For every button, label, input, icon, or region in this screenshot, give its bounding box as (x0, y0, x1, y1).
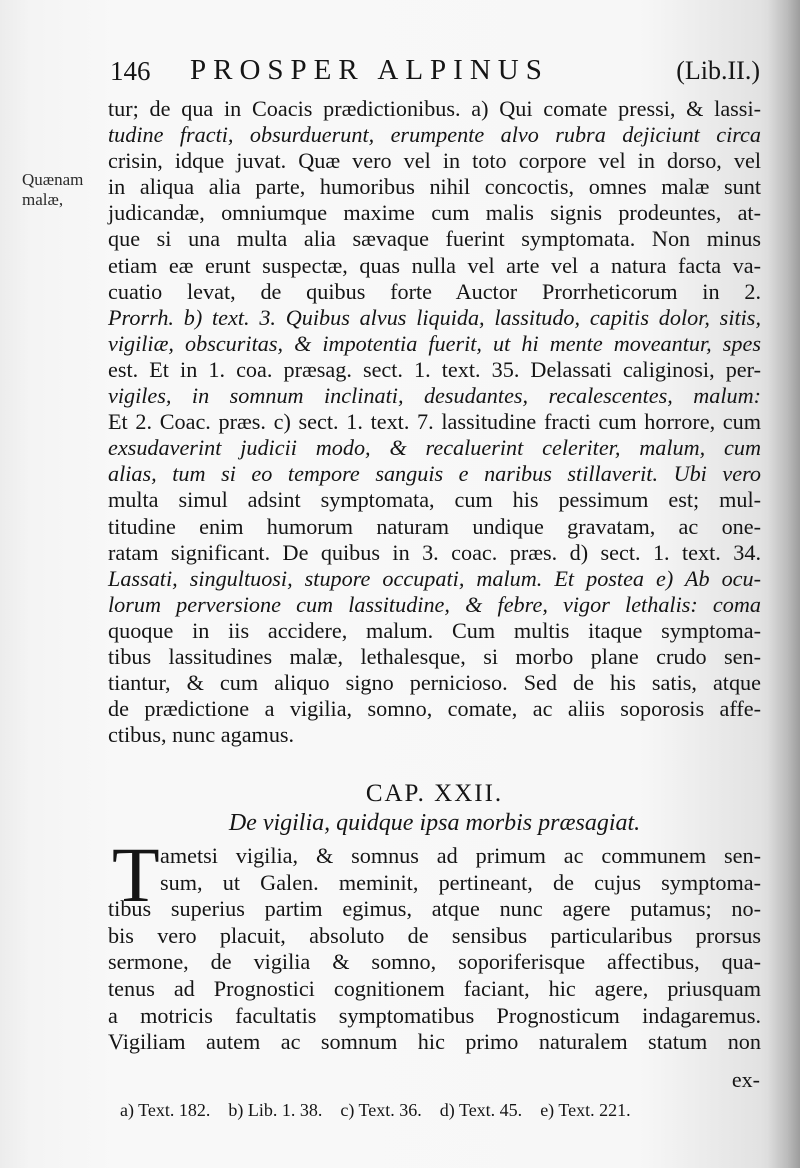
margin-note-line: malæ, (22, 190, 64, 209)
text-line: lorum perversione cum lassitudine, & febre, vigor lethalis: coma (108, 591, 761, 617)
page-number: 146 (110, 56, 151, 86)
text-line: exsudaverint judicii modo, & recaluerint celeriter, malum, cum (108, 435, 761, 461)
text-line: ratam significant. De quibus in 3. coac. præs. d) sect. 1. text. 34. (108, 539, 761, 565)
text-line: tiantur, & cum aliquo signo pernicioso. Sed de his satis, atque (108, 670, 761, 696)
footnote: c) Text. 36. (340, 1100, 422, 1120)
text-line: multa simul adsint symptomata, cum his pessimum est; mul- (108, 487, 761, 513)
text-line: ctibus, nunc agamus. (108, 722, 295, 748)
book-reference: (Lib.II.) (676, 56, 760, 85)
text-line: tur; de qua in Coacis prædictionibus. a) Qui comate pressi, & lassi- (108, 96, 761, 121)
text-line: Lassati, singultuosi, stupore occupati, malum. Et postea e) Ab ocu- (108, 565, 761, 591)
footnote: a) Text. 182. (120, 1100, 211, 1120)
text-line: judicandæ, omniumque maxime cum malis signis prodeuntes, at- (108, 200, 761, 226)
text-line: etiam eæ erunt suspectæ, quas nulla vel arte vel a natura facta va- (108, 252, 761, 278)
text-line: sermone, de vigilia & somno, soporiferisque affectibus, qua- (108, 949, 761, 975)
footnotes (120, 1100, 760, 1121)
text-line: alias, tum si eo tempore sanguis e naribus stillaverit. Ubi vero (108, 461, 761, 487)
footnote: b) Lib. 1. 38. (228, 1100, 323, 1120)
text-line: tibus superius partim egimus, atque nunc agere putamus; no- (108, 896, 761, 922)
margin-note-line: Quænam (22, 170, 84, 189)
footnote: e) Text. 221. (540, 1100, 631, 1120)
text-line: cuatio levat, de quibus forte Auctor Prorrheticorum in 2. (108, 278, 761, 304)
page-header (110, 52, 760, 96)
text-line: ametsi vigilia, & somnus ad primum ac communem sen- (160, 843, 761, 868)
text-line: que si una multa alia sævaque fuerint symptomata. Non minus (108, 226, 761, 252)
chapter-heading: CAP. XXII. (365, 780, 504, 807)
text-line: est. Et in 1. coa. præsag. sect. 1. text. 35. Delassati caliginosi, per- (108, 356, 761, 382)
text-line: tudine fracti, obsurduerunt, erumpente alvo rubra dejiciunt circa (108, 122, 761, 148)
text-line: titudine enim humorum naturam undique gravatam, ac one- (108, 513, 761, 539)
main-text (108, 96, 761, 748)
chapter-text (108, 843, 761, 1056)
text-line: bis vero placuit, absoluto de sensibus particularibus prorsus (108, 922, 761, 948)
footnote: d) Text. 45. (439, 1100, 523, 1120)
text-line: tenus ad Prognostici cognitionem faciant, hic agere, priusquam (108, 975, 761, 1001)
text-line: in aliqua alia parte, humoribus nihil concoctis, omnes malæ sunt (108, 174, 761, 200)
text-line: crisin, idque juvat. Quæ vero vel in toto corpore vel in dorso, vel (108, 148, 761, 174)
text-line: a motricis facultatis symptomatibus Prognosticum indagaremus. (108, 1002, 761, 1028)
text-line: tibus lassitudines malæ, lethalesque, si morbo plane crudo sen- (108, 643, 761, 669)
drop-cap: T (112, 831, 160, 918)
text-line: Prorrh. b) text. 3. Quibus alvus liquida, lassitudo, capitis dolor, sitis, (108, 304, 761, 330)
chapter-subtitle: De vigilia, quidque ipsa morbis præsagiat. (228, 810, 641, 836)
margin-note (22, 170, 108, 210)
text-line: quoque in iis accidere, malum. Cum multis itaque symptoma- (108, 617, 761, 643)
text-line: de prædictione a vigilia, somno, comate, ac aliis soporosis affe- (108, 696, 761, 722)
text-line: sum, ut Galen. meminit, pertineant, de cujus symptoma- (160, 869, 761, 895)
text-line: Et 2. Coac. præs. c) sect. 1. text. 7. lassitudine fracti cum horrore, cum (108, 409, 761, 435)
text-line: vigiles, in somnum inclinati, desudantes, recalescentes, malum: (108, 383, 761, 409)
text-line: vigiliæ, obscuritas, & impotentia fuerit, ut hi mente moveantur, spes (108, 330, 761, 356)
page-fold-shadow (768, 0, 800, 1168)
running-title: PROSPER ALPINUS (190, 54, 549, 86)
text-line: Vigiliam autem ac somnum hic primo naturalem statum non (108, 1029, 761, 1055)
catchword: ex- (731, 1067, 760, 1092)
